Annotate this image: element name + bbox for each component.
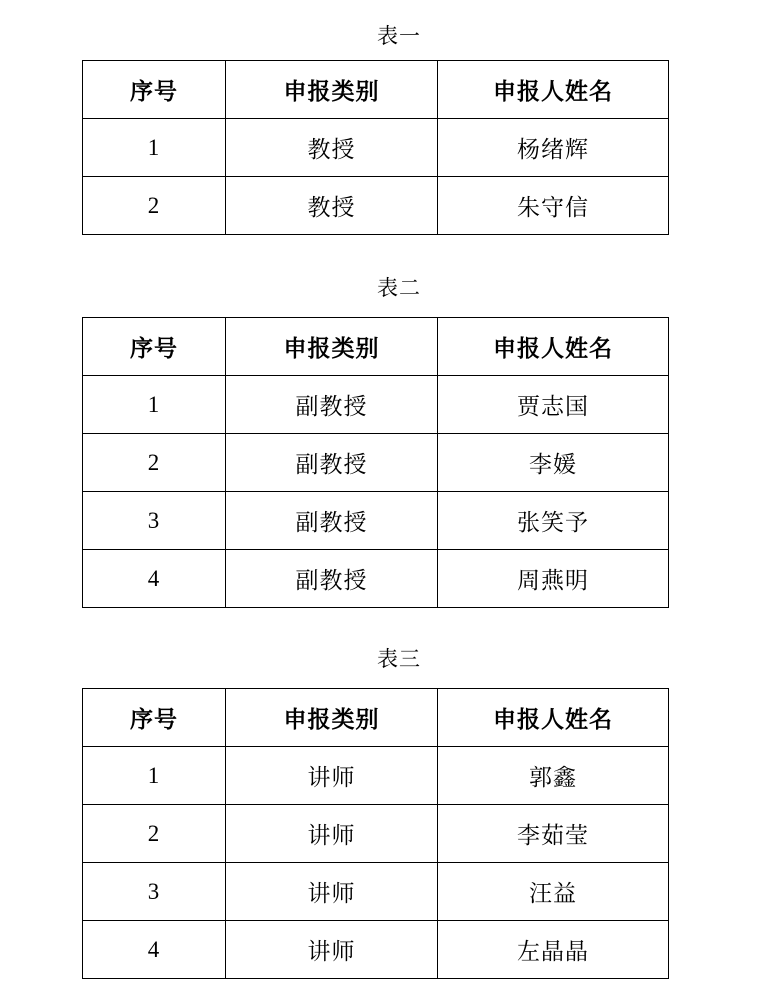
header-cell-serial: 序号 bbox=[83, 318, 226, 376]
table-row bbox=[83, 492, 669, 550]
cell-serial: 3 bbox=[83, 863, 226, 921]
table-row bbox=[83, 863, 669, 921]
cell-name: 周燕明 bbox=[438, 550, 669, 608]
cell-serial: 2 bbox=[83, 177, 226, 235]
header-cell-category: 申报类别 bbox=[226, 61, 438, 119]
table-row bbox=[83, 805, 669, 863]
cell-category: 副教授 bbox=[226, 492, 438, 550]
table-row-header bbox=[83, 61, 669, 119]
table-row bbox=[83, 747, 669, 805]
cell-category: 讲师 bbox=[226, 921, 438, 979]
header-cell-name: 申报人姓名 bbox=[438, 61, 669, 119]
table-1-title: 表一 bbox=[377, 24, 421, 48]
table-3-title: 表三 bbox=[377, 647, 421, 671]
cell-name: 张笑予 bbox=[438, 492, 669, 550]
cell-serial: 2 bbox=[83, 805, 226, 863]
table-row-header bbox=[83, 689, 669, 747]
header-cell-name: 申报人姓名 bbox=[438, 318, 669, 376]
cell-category: 副教授 bbox=[226, 376, 438, 434]
table-row bbox=[83, 119, 669, 177]
cell-serial: 2 bbox=[83, 434, 226, 492]
header-cell-serial: 序号 bbox=[83, 61, 226, 119]
table-row bbox=[83, 550, 669, 608]
cell-serial: 4 bbox=[83, 550, 226, 608]
cell-category: 教授 bbox=[226, 177, 438, 235]
document-page bbox=[82, 0, 716, 994]
table-row bbox=[83, 376, 669, 434]
cell-name: 郭鑫 bbox=[438, 747, 669, 805]
table-row bbox=[83, 434, 669, 492]
cell-name: 左晶晶 bbox=[438, 921, 669, 979]
cell-category: 教授 bbox=[226, 119, 438, 177]
cell-serial: 1 bbox=[83, 119, 226, 177]
cell-name: 贾志国 bbox=[438, 376, 669, 434]
cell-category: 讲师 bbox=[226, 863, 438, 921]
cell-category: 讲师 bbox=[226, 805, 438, 863]
table-1 bbox=[82, 60, 669, 235]
cell-category: 副教授 bbox=[226, 550, 438, 608]
cell-category: 副教授 bbox=[226, 434, 438, 492]
table-2-title: 表二 bbox=[377, 276, 421, 300]
table-3 bbox=[82, 688, 669, 979]
header-cell-name: 申报人姓名 bbox=[438, 689, 669, 747]
cell-serial: 3 bbox=[83, 492, 226, 550]
cell-name: 朱守信 bbox=[438, 177, 669, 235]
cell-name: 李媛 bbox=[438, 434, 669, 492]
cell-serial: 1 bbox=[83, 376, 226, 434]
cell-name: 汪益 bbox=[438, 863, 669, 921]
cell-name: 杨绪辉 bbox=[438, 119, 669, 177]
table-2 bbox=[82, 317, 669, 608]
cell-category: 讲师 bbox=[226, 747, 438, 805]
header-cell-category: 申报类别 bbox=[226, 689, 438, 747]
table-row bbox=[83, 177, 669, 235]
header-cell-serial: 序号 bbox=[83, 689, 226, 747]
header-cell-category: 申报类别 bbox=[226, 318, 438, 376]
cell-serial: 4 bbox=[83, 921, 226, 979]
table-row bbox=[83, 921, 669, 979]
table-row-header bbox=[83, 318, 669, 376]
cell-name: 李茹莹 bbox=[438, 805, 669, 863]
cell-serial: 1 bbox=[83, 747, 226, 805]
